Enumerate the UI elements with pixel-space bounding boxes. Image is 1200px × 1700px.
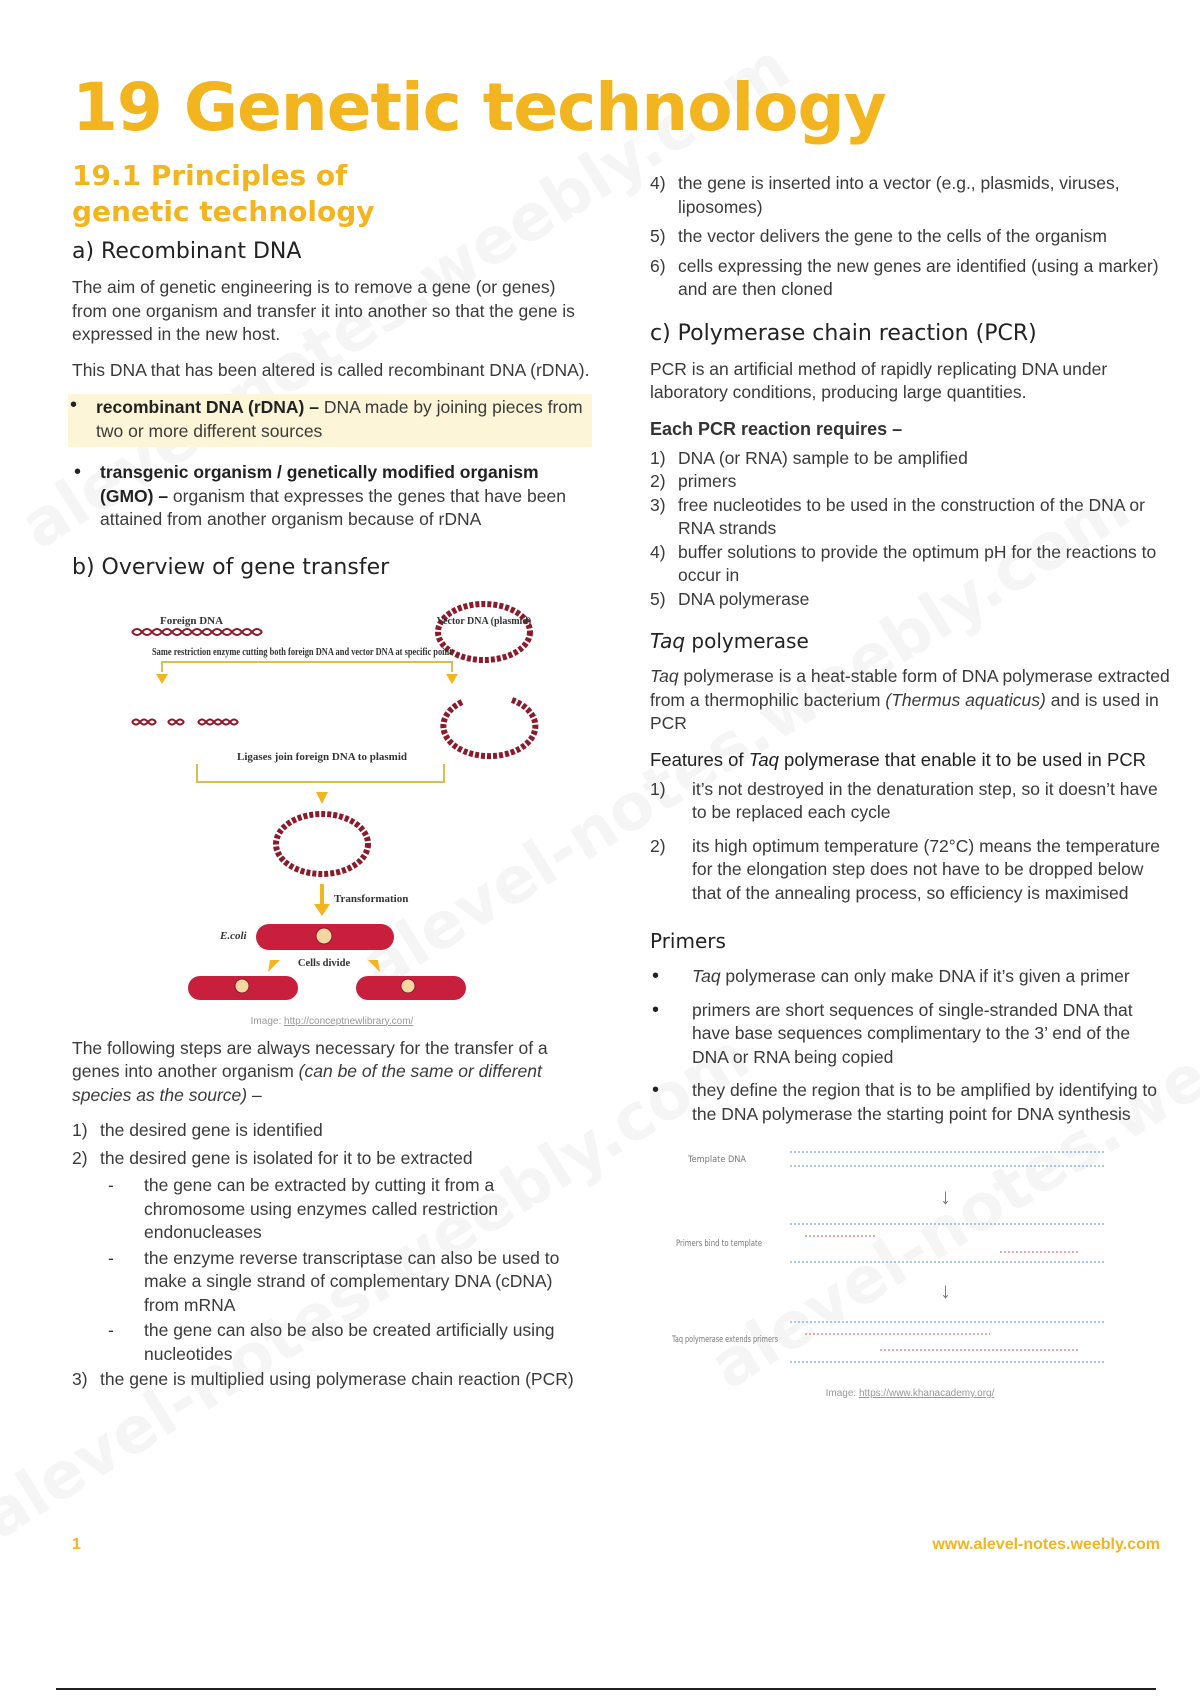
item-text: the gene is multiplied using polymerase chain reaction (PCR) — [100, 1369, 574, 1389]
list-item — [650, 225, 1170, 249]
intro-end: – — [247, 1084, 262, 1105]
definition-bullet — [72, 461, 592, 532]
sub-item: - the enzyme reverse transcriptase can also be used to make a single strand of complementary DNA (cDNA) from mRNA — [72, 1247, 592, 1318]
subsection-heading-b: b) Overview of gene transfer — [72, 554, 390, 580]
requirements-heading: Each PCR reaction requires – — [650, 418, 903, 439]
list-item — [650, 255, 1170, 302]
intro-text: The following steps are always necessary for the transfer of a genes into another organism — [72, 1037, 548, 1081]
item-number: 4) — [650, 173, 666, 193]
steps-list — [650, 172, 1170, 302]
paragraph: PCR is an artificial method of rapidly replicating DNA under laboratory conditions, producing large quantities. — [650, 358, 1108, 402]
taq-heading-text: polymerase — [685, 629, 809, 653]
ligases-label: Ligases join foreign DNA to plasmid — [237, 751, 408, 763]
right-column — [650, 172, 1170, 1409]
item-number: 3) — [650, 494, 666, 515]
item-text: free nucleotides to be used in the construction of the DNA or RNA strands — [678, 494, 1145, 538]
bracket-line — [162, 662, 452, 672]
item-text: it’s not destroyed in the denaturation step, so it doesn’t have to be replaced each cycle — [692, 778, 1158, 822]
gene-transfer-diagram — [72, 592, 592, 1032]
list-item — [650, 778, 1170, 825]
item-number: 2) — [72, 1147, 88, 1168]
arrow-diag — [368, 960, 380, 972]
list-item — [650, 172, 1170, 219]
caption-label: Image: — [250, 1015, 285, 1027]
item-text: the desired gene is identified — [100, 1120, 323, 1140]
pcr-label-primers: Primers bind to template — [676, 1239, 763, 1249]
primer-text: polymerase can only make DNA if it’s given a primer — [720, 966, 1130, 986]
definition-text: DNA made by joining pieces from two or more different sources — [96, 397, 583, 441]
vector-label — [437, 616, 531, 627]
definition-term: transgenic organism / genetically modified organism (GMO) – — [100, 462, 539, 506]
features-heading — [650, 748, 1170, 772]
sub-item: - the gene can also be also be created artificially using nucleotides — [72, 1319, 592, 1366]
item-number: 1) — [650, 447, 666, 468]
vector-label-text: Vector DNA (plasmid) — [436, 615, 532, 627]
arrow-diag — [268, 960, 280, 972]
arrow-down-icon: ↓ — [940, 1278, 951, 1303]
bacterium-plasmid — [401, 979, 415, 993]
taq-text: polymerase is a heat-stable form of DNA polymerase extracted from a thermophilic bacterium — [650, 666, 1170, 710]
pcr-svg — [650, 1146, 1170, 1396]
paragraph: The aim of genetic engineering is to remove a gene (or genes) from one organism and transfer it into another so that the gene is expressed in the new host. — [72, 277, 575, 344]
foreign-dna-label: Foreign DNA — [160, 614, 224, 627]
item-number: 3) — [72, 1369, 88, 1389]
list-item — [650, 588, 1170, 612]
item-number: 1) — [72, 1120, 88, 1140]
taq-italic: Taq — [650, 666, 679, 686]
list-item — [650, 447, 1170, 471]
foreign-dna-strand — [132, 629, 262, 635]
opened-plasmid — [443, 700, 535, 756]
footer-site-link[interactable]: www.alevel-notes.weebly.com — [932, 1536, 1160, 1553]
list-item — [650, 494, 1170, 541]
caption-link[interactable]: http://conceptnewlibrary.com/ — [284, 1015, 414, 1027]
intro-italic: (can be of the same or different species as the source) — [72, 1061, 542, 1105]
primer-bullet: • primers are short sequences of single-stranded DNA that have base sequences complimentary to the 3’ end of the DNA or RNA being copied — [650, 999, 1170, 1070]
item-text: the desired gene is isolated for it to be extracted — [100, 1147, 473, 1168]
item-number: 5) — [650, 588, 666, 609]
item-number: 1) — [650, 778, 666, 799]
arrow-down — [156, 674, 168, 684]
primer-bullet — [650, 965, 1170, 989]
item-text: cells expressing the new genes are identified (using a marker) and are then cloned — [678, 255, 1159, 299]
definition-bullet — [68, 394, 592, 447]
item-number: 4) — [650, 541, 666, 562]
recombinant-plasmid — [276, 814, 368, 874]
item-number: 5) — [650, 226, 666, 246]
arrow-shaft — [320, 884, 324, 906]
steps-list — [72, 1119, 592, 1170]
primer-bullet: • they define the region that is to be amplified by identifying to the DNA polymerase the starting point for DNA synthesis — [650, 1079, 1170, 1126]
item-text: the gene is inserted into a vector (e.g., plasmids, viruses, liposomes) — [678, 173, 1120, 217]
restriction-label: Same restriction enzyme cutting both foreign DNA and vector DNA at specific point — [152, 646, 453, 658]
item-text: DNA (or RNA) sample to be amplified — [678, 447, 968, 468]
caption-label: Image: — [825, 1388, 859, 1399]
cut-fragments — [132, 719, 238, 724]
list-item — [650, 541, 1170, 588]
features-heading-pre: Features of — [650, 748, 749, 770]
definition-term: recombinant DNA (rDNA) – — [96, 397, 319, 417]
features-list — [650, 778, 1170, 906]
transformation-label: Transformation — [334, 892, 409, 905]
item-number: 6) — [650, 255, 666, 276]
item-text: primers — [678, 471, 737, 491]
arrow-down — [314, 904, 330, 916]
arrow-down — [316, 792, 328, 804]
item-number: 2) — [650, 471, 666, 491]
gene-transfer-svg — [72, 592, 592, 1032]
page-number: 1 — [72, 1536, 81, 1553]
requirements-list — [650, 447, 1170, 612]
features-heading-post: polymerase that enable it to be used in PCR — [778, 748, 1147, 770]
list-item — [650, 835, 1170, 906]
paragraph: This DNA that has been altered is called recombinant DNA (rDNA). — [72, 359, 590, 380]
taq-italic: Taq — [650, 629, 686, 653]
features-heading-italic: Taq — [748, 748, 779, 770]
left-column — [72, 158, 592, 1402]
pcr-label-extends: Taq polymerase extends primers — [671, 1335, 779, 1345]
definition-text: organism that expresses the genes that have been attained from another organism because of rDNA — [100, 485, 566, 529]
arrow-down-icon: ↓ — [940, 1184, 951, 1209]
taq-heading — [650, 627, 1170, 655]
primer-italic: Taq — [692, 966, 721, 986]
item-number: 2) — [650, 835, 666, 856]
sub-item: - the gene can be extracted by cutting it from a chromosome using enzymes called restriction endonucleases — [72, 1174, 592, 1245]
bracket-line — [197, 764, 444, 782]
paragraph — [72, 1037, 592, 1108]
bacterium-plasmid — [316, 928, 332, 944]
item-text: buffer solutions to provide the optimum pH for the reactions to occur in — [678, 541, 1157, 585]
taq-text-end: and is used in PCR — [650, 689, 1159, 733]
pcr-diagram — [650, 1146, 1170, 1396]
item-text: the vector delivers the gene to the cells of the organism — [678, 226, 1107, 246]
taq-species: (Thermus aquaticus) — [885, 689, 1046, 710]
subsection-heading-a: a) Recombinant DNA — [72, 239, 302, 264]
bacterium-plasmid — [235, 979, 249, 993]
list-item — [72, 1147, 592, 1171]
list-item — [72, 1368, 592, 1392]
arrow-down — [446, 674, 458, 684]
item-text: its high optimum temperature (72°C) means the temperature for the elongation step does not have to be dropped below that of the annealing process, so efficiency is maximised — [692, 835, 1161, 903]
list-item — [650, 470, 1170, 494]
item-text: DNA polymerase — [678, 588, 810, 609]
section-heading: 19.1 Principles of genetic technology — [72, 159, 375, 228]
page-title: 19 Genetic technology — [72, 69, 886, 146]
ecoli-label: E.coli — [220, 929, 247, 942]
list-item — [72, 1119, 592, 1143]
cells-divide-label: Cells divide — [297, 957, 351, 969]
paragraph — [650, 665, 1170, 736]
subsection-heading-c: c) Polymerase chain reaction (PCR) — [650, 320, 1037, 346]
steps-list — [72, 1368, 592, 1392]
pcr-label-template: Template DNA — [687, 1155, 747, 1165]
bottom-rule — [56, 1688, 1156, 1690]
primers-heading: Primers — [650, 929, 726, 953]
caption-link[interactable]: https://www.khanacademy.org/ — [858, 1388, 995, 1399]
